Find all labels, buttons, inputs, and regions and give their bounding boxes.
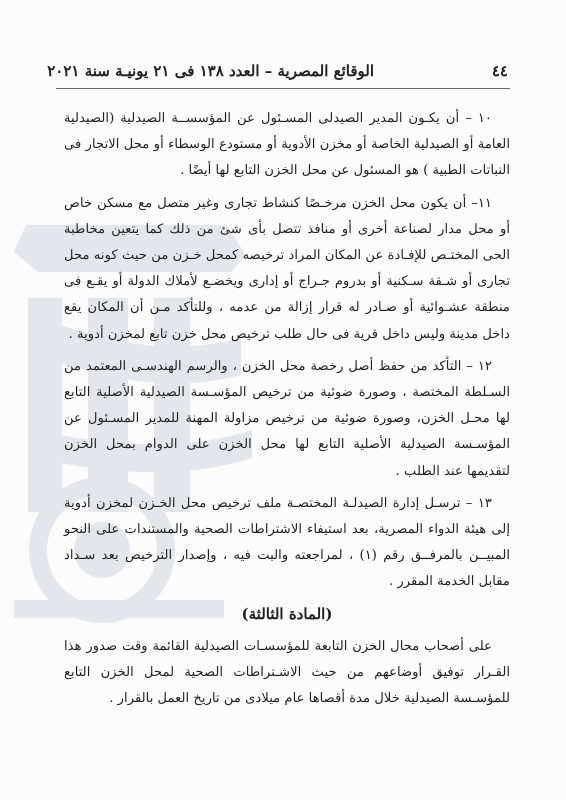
gazette-title: الوقائع المصرية – العدد ١٣٨ فى ٢١ يونيـة سنة ٢٠٢١ [47, 62, 374, 80]
paragraph-13: ١٣ – ترسـل إدارة الصيدلـة المختصـة ملف ترخيص محل الخـزن لمخزن أدوية إلى هيئة الدواء المصرية، بعد استيفاء الاشتراطات الصحية والمستندات على النحو المبيــن بالمرفــق رقم (١) ، لمراجعته والبت فيه ، وإصدار الترخيص بعد سـداد مقابل الخدمة المقرر . [64, 495, 510, 590]
article-3-heading: (المادة الثالثة) [241, 604, 333, 623]
paragraph-11: ١١– أن يكون محل الخزن مرخـصًا كنشاط تجارى وغير متصل مع مسكن خاص أو محل مدار لصناعة أخرى أو منافذ تتصل بأى شئ من ذلك كما يتعين مخاطبة الحى المختـص للإفـادة عن المكان المراد ترخيصه كمحل خـزن من حيث كونه محل تجارى أو شـقة سـكنية أو بدروم جـراج أو إدارى ويخضـع لأملاك الدولة أو يقـع فى منطقة عشـوائية أو صـادر له قرار إزالة من عدمه ، وللتأكد مـن أن المكان يقع داخل مدينة وليس داخل قرية فى حال طلب ترخيص محل خزن تابع لمخزن أدوية . [64, 195, 510, 342]
page-number: ٤٤ [491, 62, 508, 80]
article-3-text: على أصحاب محال الخزن التابعة للمؤسسـات الصيدلية القائمة وقت صدور هذا القـرار توفيق أوضاعهم من حيث الاشـتراطات الصحية لمحل الخزن التابع للمؤسـسة الصيدلية خلال مدة أقصاها عام ميلادى من تاريخ العمل بالقرار . [64, 638, 510, 707]
running-header [47, 62, 512, 86]
document-body [64, 106, 510, 712]
header-divider [56, 88, 510, 89]
paragraph-12: ١٢ – التأكد من حفظ أصل رخصة محل الخزن ، والرسم الهندسـى المعتمد من السـلطة المختصة ، وصورة ضوئية من ترخيص المؤسـسة الصيدلية الأصلية التابع لها محـل الخزن، وصورة ضوئية من ترخيص مزاولة المهنة للمدير المسـئول عن المؤسـسة الصيدلية الأصلية التابع لها محل الخزن على الدوام بمحل الخزن لتقديمها عند الطلب . [64, 358, 510, 479]
paragraph-10: ١٠ – أن يكـون المدير الصيدلى المسـئول عن المؤسســة الصيدلية (الصيدلية العامة أو الصيدلية الخاصة أو مخزن الأدوية أو مستودع الوسطاء أو محل الاتجار فى النباتات الطبية ) هو المسئول عن محل الخزن التابع لها أيضًا . [64, 111, 510, 179]
